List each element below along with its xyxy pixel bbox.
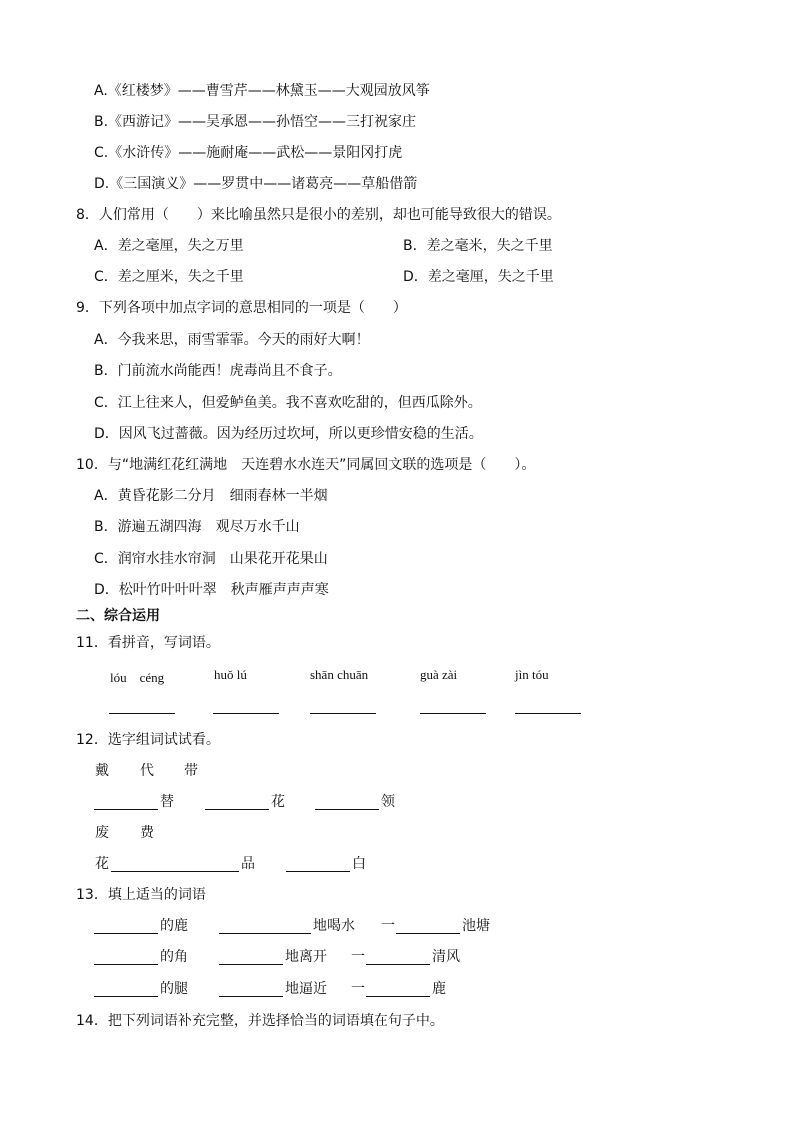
answer-blank[interactable] (94, 964, 158, 965)
answer-blank[interactable] (420, 713, 486, 714)
word-suffix: 的角 (160, 949, 188, 965)
choice-char: 代 (140, 763, 154, 779)
word-suffix: 花 (271, 794, 285, 810)
word-suffix: 的腿 (160, 981, 188, 997)
answer-blank[interactable] (366, 964, 430, 965)
word-prefix: 一 (351, 949, 365, 965)
q10-option-d: D．松叶竹叶叶叶翠 秋声雁声声声寒 (94, 582, 329, 598)
word-suffix: 白 (352, 856, 366, 872)
q10-option-b: B．游遍五湖四海 观尽万水千山 (94, 519, 300, 535)
q8-option-d: D．差之毫厘，失之千里 (403, 269, 554, 285)
q9-option-c: C．江上往来人，但爱鲈鱼美。我不喜欢吃甜的，但西瓜除外。 (94, 395, 482, 411)
answer-blank[interactable] (396, 933, 460, 934)
choice-char: 带 (184, 763, 198, 779)
answer-blank[interactable] (310, 713, 376, 714)
pinyin-label: guà zài (420, 667, 458, 682)
q9-stem: 9．下列各项中加点字词的意思相同的一项是（ ） (76, 300, 407, 316)
pinyin-label: jìn tóu (515, 667, 549, 682)
answer-blank[interactable] (205, 809, 269, 810)
q8-option-a: A．差之毫厘，失之万里 (94, 238, 244, 254)
pinyin-label: lóu céng (110, 670, 165, 685)
word-prefix: 一 (381, 918, 395, 934)
answer-blank[interactable] (315, 809, 379, 810)
answer-blank[interactable] (94, 809, 158, 810)
q8-option-c: C．差之厘米，失之千里 (94, 269, 244, 285)
word-prefix: 花 (95, 856, 109, 872)
word-suffix: 清风 (432, 949, 460, 965)
q9-option-b: B．门前流水尚能西！虎毒尚且不食子。 (94, 363, 342, 379)
word-suffix: 池塘 (462, 918, 490, 934)
q7-option-d: D.《三国演义》——罗贯中——诸葛亮——草船借箭 (94, 176, 418, 192)
q12-stem: 12．选字组词试试看。 (76, 732, 220, 748)
q13-stem: 13．填上适当的词语 (76, 887, 206, 903)
q9-option-a: A．今我来思，雨雪霏霏。今天的雨好大啊！ (94, 332, 370, 348)
word-suffix: 鹿 (432, 981, 446, 997)
answer-blank[interactable] (109, 713, 175, 714)
q10-option-c: C．润帘水挂水帘洞 山果花开花果山 (94, 551, 328, 567)
q9-option-d: D．因风飞过蔷薇。因为经历过坎坷，所以更珍惜安稳的生活。 (94, 426, 483, 442)
answer-blank[interactable] (286, 871, 350, 872)
choice-char: 戴 (95, 763, 109, 779)
q7-option-c: C.《水浒传》——施耐庵——武松——景阳冈打虎 (94, 145, 403, 161)
section-title: 二、综合运用 (76, 608, 160, 624)
pinyin-label: huǒ lú (214, 667, 247, 682)
word-suffix: 地逼近 (285, 981, 327, 997)
q7-option-b: B.《西游记》——吴承恩——孙悟空——三打祝家庄 (94, 114, 417, 130)
word-prefix: 一 (351, 981, 365, 997)
answer-blank[interactable] (94, 996, 158, 997)
q7-option-a: A.《红楼梦》——曹雪芹——林黛玉——大观园放风筝 (94, 83, 430, 99)
word-suffix: 品 (241, 856, 255, 872)
word-suffix: 地喝水 (313, 918, 355, 934)
answer-blank[interactable] (213, 713, 279, 714)
choice-char: 废 (95, 825, 109, 841)
answer-blank[interactable] (111, 871, 239, 872)
q8-stem: 8．人们常用（ ）来比喻虽然只是很小的差别，却也可能导致很大的错误。 (76, 207, 561, 223)
choice-char: 费 (140, 825, 154, 841)
answer-blank[interactable] (366, 996, 430, 997)
word-suffix: 领 (381, 794, 395, 810)
word-suffix: 的鹿 (160, 918, 188, 934)
word-suffix: 地离开 (285, 949, 327, 965)
q14-stem: 14．把下列词语补充完整，并选择恰当的词语填在句子中。 (76, 1013, 444, 1029)
answer-blank[interactable] (515, 713, 581, 714)
answer-blank[interactable] (94, 933, 158, 934)
q11-stem: 11．看拼音，写词语。 (76, 635, 220, 651)
q10-stem: 10．与“地满红花红满地 天连碧水水连天”同属回文联的选项是（ ）。 (76, 457, 536, 473)
q8-option-b: B．差之毫米，失之千里 (403, 238, 553, 254)
pinyin-label: shān chuān (310, 667, 369, 682)
word-suffix: 替 (160, 794, 174, 810)
answer-blank[interactable] (219, 933, 311, 934)
answer-blank[interactable] (219, 996, 283, 997)
answer-blank[interactable] (219, 964, 283, 965)
q10-option-a: A．黄昏花影二分月 细雨春林一半烟 (94, 488, 328, 504)
